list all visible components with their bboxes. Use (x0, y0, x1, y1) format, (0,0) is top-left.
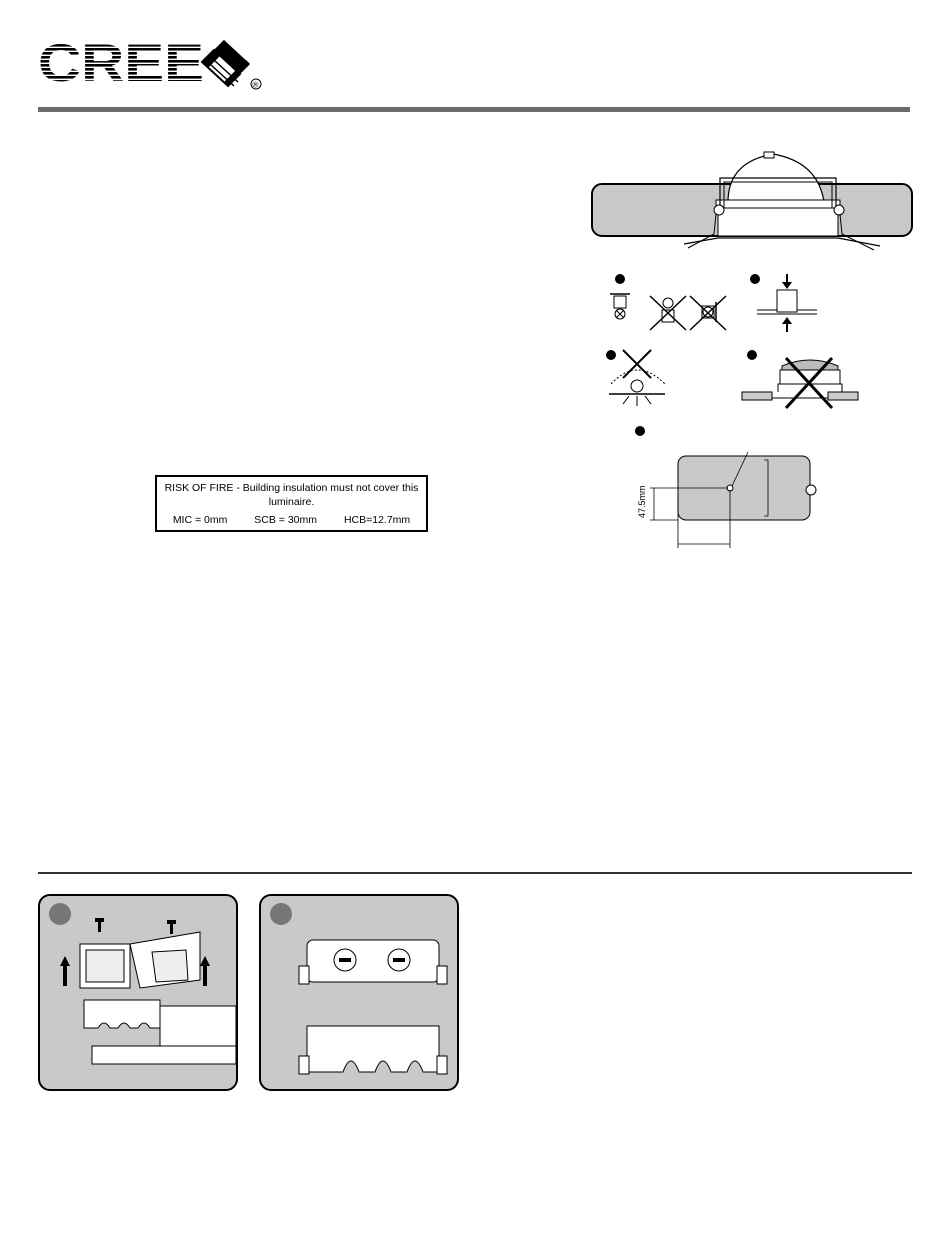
compression-diagram (745, 272, 845, 338)
dimension-label: 47.5mm (637, 485, 647, 518)
cutout-template (630, 424, 825, 556)
warning-text: RISK OF FIRE - Building insulation must not cover this luminaire. (164, 482, 419, 508)
luminaire-cross-section (588, 148, 916, 252)
terminal-cover-views (259, 894, 459, 1091)
no-cover-diagram (740, 348, 860, 410)
section-rule (38, 872, 912, 874)
mic-value: MIC = 0mm (172, 514, 228, 526)
cree-logo (38, 36, 268, 92)
fire-warning-box (155, 475, 428, 532)
orientation-diagram (600, 272, 740, 338)
scb-value: SCB = 30mm (254, 514, 318, 526)
clearance-values (157, 514, 426, 526)
terminal-cover-removal (38, 894, 238, 1091)
no-insulation-diagram (603, 348, 673, 410)
logo-mark (202, 40, 250, 86)
header-rule (38, 107, 910, 112)
hcb-value: HCB=12.7mm (343, 514, 411, 526)
logo-text: CREE (38, 36, 205, 92)
registered-mark: ® (252, 80, 259, 90)
